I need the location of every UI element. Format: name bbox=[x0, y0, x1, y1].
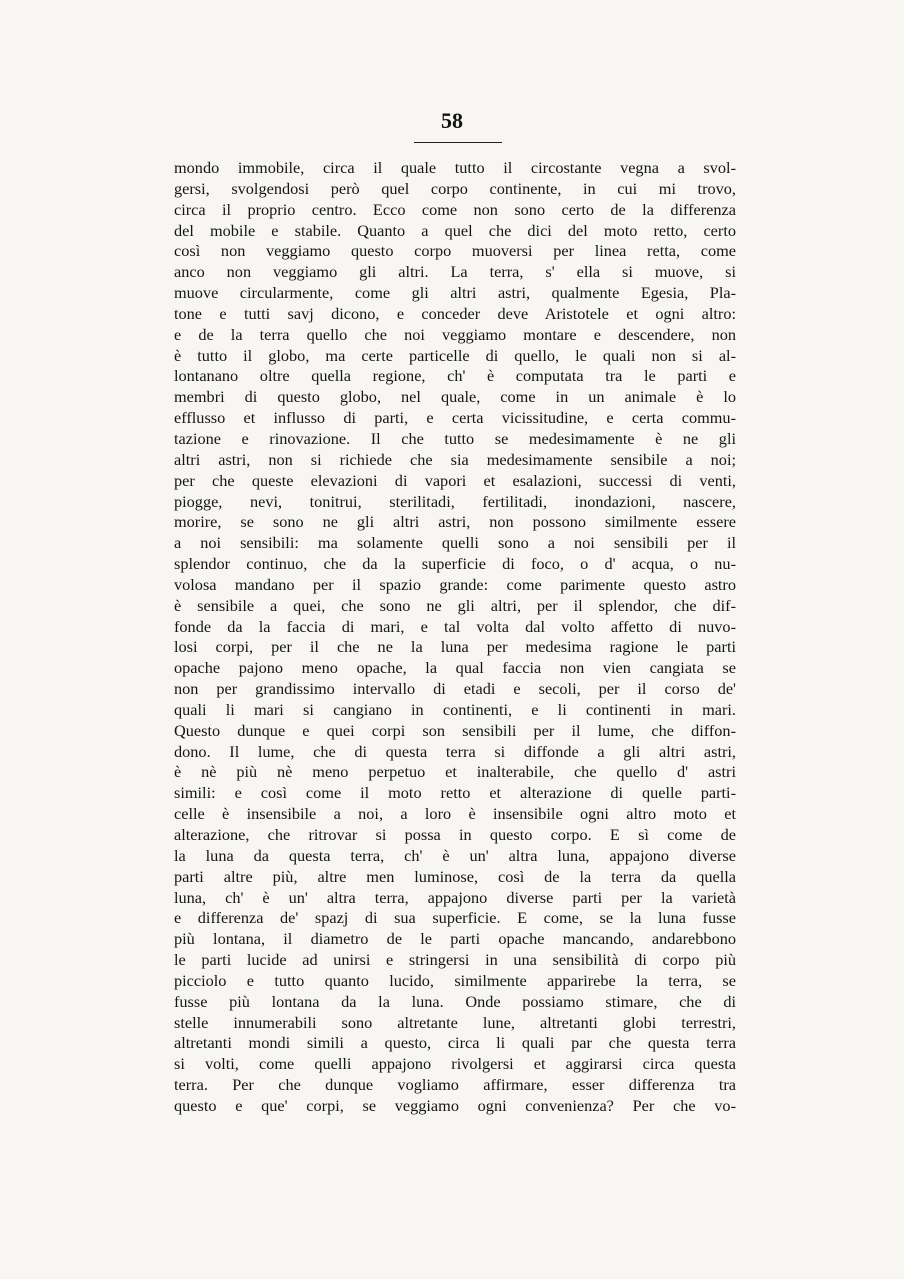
text-line: lontanano oltre quella regione, ch' è computata tra le parti e bbox=[174, 366, 736, 386]
text-line: e differenza de' spazj di sua superficie. E come, se la luna fusse bbox=[174, 908, 736, 928]
text-line: Questo dunque e quei corpi son sensibili per il lume, che diffon- bbox=[174, 720, 736, 740]
text-line: celle è insensibile a noi, a loro è insensibile ogni altro moto et bbox=[174, 804, 736, 824]
text-line: le parti lucide ad unirsi e stringersi in una sensibilità di corpo più bbox=[174, 950, 736, 970]
text-line: losi corpi, per il che ne la luna per medesima ragione le parti bbox=[174, 637, 736, 657]
text-line: tazione e rinovazione. Il che tutto se medesimamente è ne gli bbox=[174, 428, 736, 448]
text-line: mondo immobile, circa il quale tutto il circostante vegna a svol- bbox=[174, 158, 736, 177]
body-text bbox=[174, 158, 736, 1117]
text-line: così non veggiamo questo corpo muoversi per linea retta, come bbox=[174, 241, 736, 261]
text-line: per che queste elevazioni di vapori et esalazioni, successi di venti, bbox=[174, 470, 736, 490]
text-line: efflusso et influsso di parti, e certa vicissitudine, e certa commu- bbox=[174, 408, 736, 428]
text-line: volosa mandano per il spazio grande: come parimente questo astro bbox=[174, 574, 736, 594]
text-line: piogge, nevi, tonitrui, sterilitadi, fertilitadi, inondazioni, nascere, bbox=[174, 491, 736, 511]
text-line: è nè più nè meno perpetuo et inalterabile, che quello d' astri bbox=[174, 762, 736, 782]
text-line: picciolo e tutto quanto lucido, similmente apparirebe la terra, se bbox=[174, 970, 736, 990]
text-line: quali li mari si cangiano in continenti, e li continenti in mari. bbox=[174, 699, 736, 719]
text-line: tone e tutti savj dicono, e conceder deve Aristotele et ogni altro: bbox=[174, 303, 736, 323]
text-line: membri di questo globo, nel quale, come in un animale è lo bbox=[174, 387, 736, 407]
text-line: simili: e così come il moto retto et alterazione di quelle parti- bbox=[174, 783, 736, 803]
text-line: muove circularmente, come gli altri astri, qualmente Egesia, Pla- bbox=[174, 283, 736, 303]
text-line: splendor continuo, che da la superficie di foco, o d' acqua, o nu- bbox=[174, 554, 736, 574]
text-line: fusse più lontana da la luna. Onde possiamo stimare, che di bbox=[174, 991, 736, 1011]
text-line: terra. Per che dunque vogliamo affirmare, esser differenza tra bbox=[174, 1075, 736, 1095]
text-line: alterazione, che ritrovar si possa in questo corpo. E sì come de bbox=[174, 825, 736, 844]
text-line: è sensibile a quei, che sono ne gli altri, per il splendor, che dif- bbox=[174, 595, 736, 615]
text-line: questo e que' corpi, se veggiamo ogni convenienza? Per che vo- bbox=[174, 1095, 736, 1115]
text-line: circa il proprio centro. Ecco come non sono certo de la differenza bbox=[174, 199, 736, 219]
text-line: luna, ch' è un' altra terra, appajono diverse parti per la varietà bbox=[174, 887, 736, 907]
text-line: opache pajono meno opache, la qual faccia non vien cangiata se bbox=[174, 658, 736, 678]
text-line: parti altre più, altre men luminose, così de la terra da quella bbox=[174, 866, 736, 886]
text-line: altri astri, non si richiede che sia medesimamente sensibile a noi; bbox=[174, 449, 736, 469]
text-line: gersi, svolgendosi però quel corpo continente, in cui mi trovo, bbox=[174, 178, 736, 198]
text-line: e de la terra quello che noi veggiamo montare e descendere, non bbox=[174, 324, 736, 344]
text-line: morire, se sono ne gli altri astri, non possono similmente essere bbox=[174, 512, 736, 532]
text-line: a noi sensibili: ma solamente quelli sono a noi sensibili per il bbox=[174, 533, 736, 553]
text-line: non per grandissimo intervallo di etadi e secoli, per il corso de' bbox=[174, 679, 736, 699]
text-line: dono. Il lume, che di questa terra si diffonde a gli altri astri, bbox=[174, 741, 736, 761]
text-line: stelle innumerabili sono altretante lune, altretanti globi terrestri, bbox=[174, 1012, 736, 1032]
page-number: 58 bbox=[441, 108, 463, 133]
text-line: è tutto il globo, ma certe particelle di quello, le quali non si al- bbox=[174, 345, 736, 365]
text-line: più lontana, il diametro de le parti opache mancando, andarebbono bbox=[174, 929, 736, 949]
text-line: del mobile e stabile. Quanto a quel che dici del moto retto, certo bbox=[174, 220, 736, 240]
text-line: si volti, come quelli appajono rivolgersi et aggirarsi circa questa bbox=[174, 1054, 736, 1074]
text-line: anco non veggiamo gli altri. La terra, s' ella si muove, si bbox=[174, 262, 736, 282]
text-line: altretanti mondi simili a questo, circa li quali par che questa terra bbox=[174, 1033, 736, 1053]
text-line: la luna da questa terra, ch' è un' altra luna, appajono diverse bbox=[174, 845, 736, 865]
header-rule bbox=[414, 142, 502, 143]
text-line: fonde da la faccia di mari, e tal volta dal volto affetto di nuvo- bbox=[174, 616, 736, 636]
